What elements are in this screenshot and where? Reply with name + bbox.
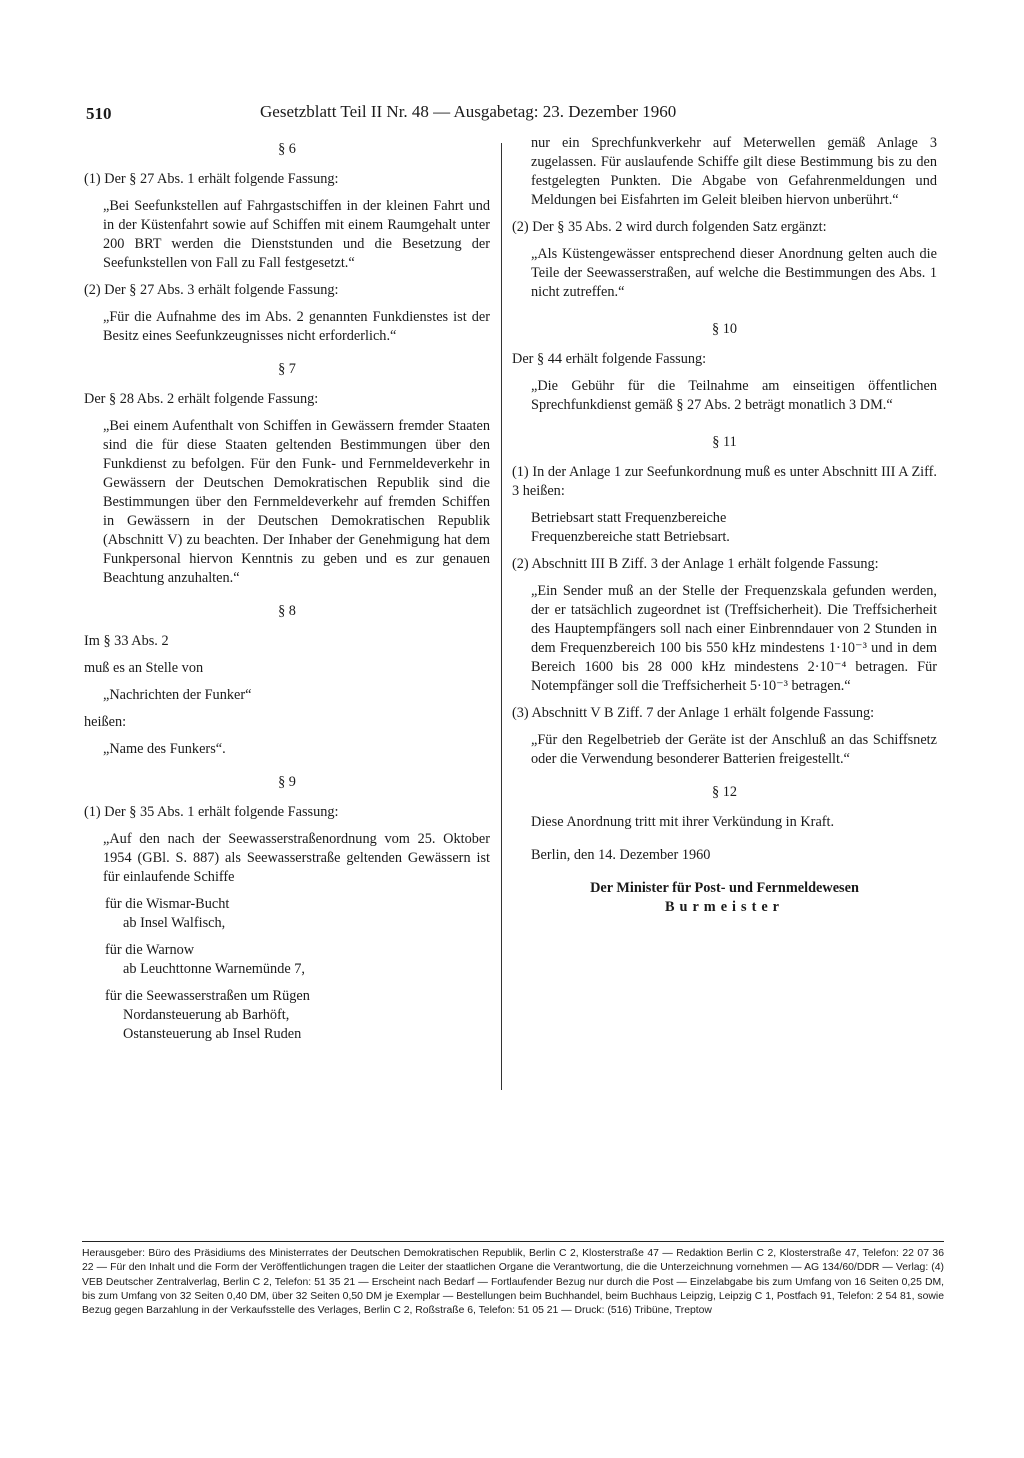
s9-item1: für die Wismar-Bucht <box>105 896 230 912</box>
footer-rule <box>82 1241 944 1242</box>
section-7-heading: § 7 <box>278 361 296 377</box>
s9-item2b: ab Leuchttonne Warnemünde 7, <box>123 961 305 977</box>
s6-para2-intro: (2) Der § 27 Abs. 3 erhält folgende Fassung: <box>84 282 339 298</box>
s9-para2-intro: (2) Der § 35 Abs. 2 wird durch folgenden Satz ergänzt: <box>512 219 827 235</box>
s8-line4: heißen: <box>84 714 127 730</box>
s6-para1-intro: (1) Der § 27 Abs. 1 erhält folgende Fassung: <box>84 171 339 187</box>
s6-para2-quote: „Für die Aufnahme des im Abs. 2 genannten Funkdienstes ist der Besitz eines Seefunkzeugnisses nicht erforderlich.“ <box>103 309 490 344</box>
section-9-heading: § 9 <box>278 774 296 790</box>
imprint: Herausgeber: Büro des Präsidiums des Ministerrates der Deutschen Demokratischen Republik, Berlin C 2, Klosterstraße 47 — Redaktion Berlin C 2, Klosterstraße 47, Telefon: 22 07 36 22 — Für den Inhalt und die Form der Veröffentlichungen tragen die Leiter der staatlichen Organe die Verantwortung, die die Unterzeichnung vornehmen — AG 134/60/DDR — Verlag: (4) VEB Deutscher Zentralverlag, Berlin C 2, Telefon: 51 35 21 — Erscheint nach Bedarf — Fortlaufender Bezug nur durch die Post — Einzelabgabe bis zum Umfang von 16 Seiten 0,25 DM, bis zum Umfang von 32 Seiten 0,40 DM, über 32 Seiten 0,50 DM je Exemplar — Bestellungen beim Buchhandel, beim Buchhaus Leipzig, Leipzig C 1, Postfach 91, Telefon: 2 54 81, sowie Bezug gegen Barzahlung in der Verkaufsstelle des Verlages, Berlin C 2, Roßstraße 6, Telefon: 51 05 21 — Druck: (516) Tribüne, Treptow <box>82 1248 944 1317</box>
s8-line2: muß es an Stelle von <box>84 660 204 676</box>
s9-para2-quote: „Als Küstengewässer entsprechend dieser Anordnung gelten auch die Teile der Seewasserstraßen, auf welche die Bestimmungen des Abs. 1 nicht zutreffen.“ <box>531 246 937 300</box>
column-divider <box>501 143 502 1090</box>
s8-line1: Im § 33 Abs. 2 <box>84 633 169 649</box>
s9-continuation: nur ein Sprechfunkverkehr auf Meterwellen gemäß Anlage 3 zugelassen. Für auslaufende Schiffe gilt diese Bestimmung bis zu den festgelegten Punkten. Die Abgabe von Gefahrenmeldungen und Meldungen bei Eisfahrten im Geleit bleiben hiervon unberührt.“ <box>531 135 937 208</box>
s7-quote: „Bei einem Aufenthalt von Schiffen in Gewässern fremder Staaten sind die für diese Staaten geltenden Bestimmungen über den Funkdienst zu befolgen. Für den Funk- und Fernmeldeverkehr in Gewässern der Deutschen Demokratischen Republik sind die Bestimmungen über den Fernmeldeverkehr auf fremden Schiffen in Gewässern in der Deutschen Demokratischen Republik (Abschnitt V) zu beachten. Der Inhaber der Genehmigung hat dem Funkpersonal hiervon Kenntnis zu geben und es zur genauen Beachtung anzuhalten.“ <box>103 418 490 586</box>
s8-line3: „Nachrichten der Funker“ <box>103 687 252 703</box>
s9-intro: (1) Der § 35 Abs. 1 erhält folgende Fassung: <box>84 804 339 820</box>
s9-item2: für die Warnow <box>105 942 195 958</box>
section-10-heading: § 10 <box>711 321 738 337</box>
signature-title: Der Minister für Post- und Fernmeldewesen <box>590 880 859 896</box>
s12-text: Diese Anordnung tritt mit ihrer Verkündung in Kraft. <box>531 814 835 830</box>
s11-para3-quote: „Für den Regelbetrieb der Geräte ist der Anschluß an das Schiffsnetz oder die Verwendung besonderer Batterien freigestellt.“ <box>531 732 937 767</box>
page-number: 510 <box>86 104 112 123</box>
signature-name: Burmeister <box>664 899 785 915</box>
s10-intro: Der § 44 erhält folgende Fassung: <box>512 351 707 367</box>
page-header-title: Gesetzblatt Teil II Nr. 48 — Ausgabetag: 23. Dezember 1960 <box>260 102 677 121</box>
s11-para3: (3) Abschnitt V B Ziff. 7 der Anlage 1 erhält folgende Fassung: <box>512 705 875 721</box>
s9-item3: für die Seewasserstraßen um Rügen <box>105 988 310 1004</box>
s11-para1-line1: Betriebsart statt Frequenzbereiche <box>531 510 727 526</box>
s9-item1b: ab Insel Walfisch, <box>123 915 226 931</box>
right-column <box>512 134 937 917</box>
s10-quote: „Die Gebühr für die Teilnahme am einseitigen öffentlichen Sprechfunkdienst gemäß § 27 Abs. 2 beträgt monatlich 3 DM.“ <box>531 378 937 413</box>
left-column <box>84 140 490 1044</box>
s8-line5: „Name des Funkers“. <box>103 741 226 757</box>
s6-para1-quote: „Bei Seefunkstellen auf Fahrgastschiffen in der kleinen Fahrt und in der Küstenfahrt sowie auf Schiffen mit einem Raumgehalt unter 200 BRT werden die Dienststunden und die Besetzung der Seefunkstellen von Fall zu Fall festgesetzt.“ <box>103 198 490 271</box>
place-date: Berlin, den 14. Dezember 1960 <box>531 847 711 863</box>
s9-item3b: Nordansteuerung ab Barhöft, <box>123 1007 290 1023</box>
s7-intro: Der § 28 Abs. 2 erhält folgende Fassung: <box>84 391 319 407</box>
s9-quote: „Auf den nach der Seewasserstraßenordnung vom 25. Oktober 1954 (GBl. S. 887) als Seewasserstraße geltenden Gewässern ist für einlaufende Schiffe <box>103 831 490 885</box>
section-8-heading: § 8 <box>278 603 296 619</box>
s11-para1-line2: Frequenzbereiche statt Betriebsart. <box>531 529 730 545</box>
s9-item3c: Ostansteuerung ab Insel Ruden <box>123 1026 302 1042</box>
section-11-heading: § 11 <box>712 434 737 450</box>
section-6-heading: § 6 <box>278 141 296 157</box>
s11-para2-quote: „Ein Sender muß an der Stelle der Frequenzskala gefunden werden, der er tatsächlich zugeordnet ist (Treffsicherheit). Die Treffsicherheit des Hauptempfängers soll nach einer Einbrenndauer von 2 Stunden in dem Frequenzbereich 100 bis 550 kHz mindestens 1·10⁻³ und in dem Bereich 1600 bis 28 000 kHz mindestens 2·10⁻⁴ betragen. Für Notempfänger soll die Treffsicherheit 5·10⁻³ betragen.“ <box>531 583 937 694</box>
section-12-heading: § 12 <box>711 784 738 800</box>
s11-para1: (1) In der Anlage 1 zur Seefunkordnung muß es unter Abschnitt III A Ziff. 3 heißen: <box>512 464 937 499</box>
s11-para2: (2) Abschnitt III B Ziff. 3 der Anlage 1 erhält folgende Fassung: <box>512 556 879 572</box>
